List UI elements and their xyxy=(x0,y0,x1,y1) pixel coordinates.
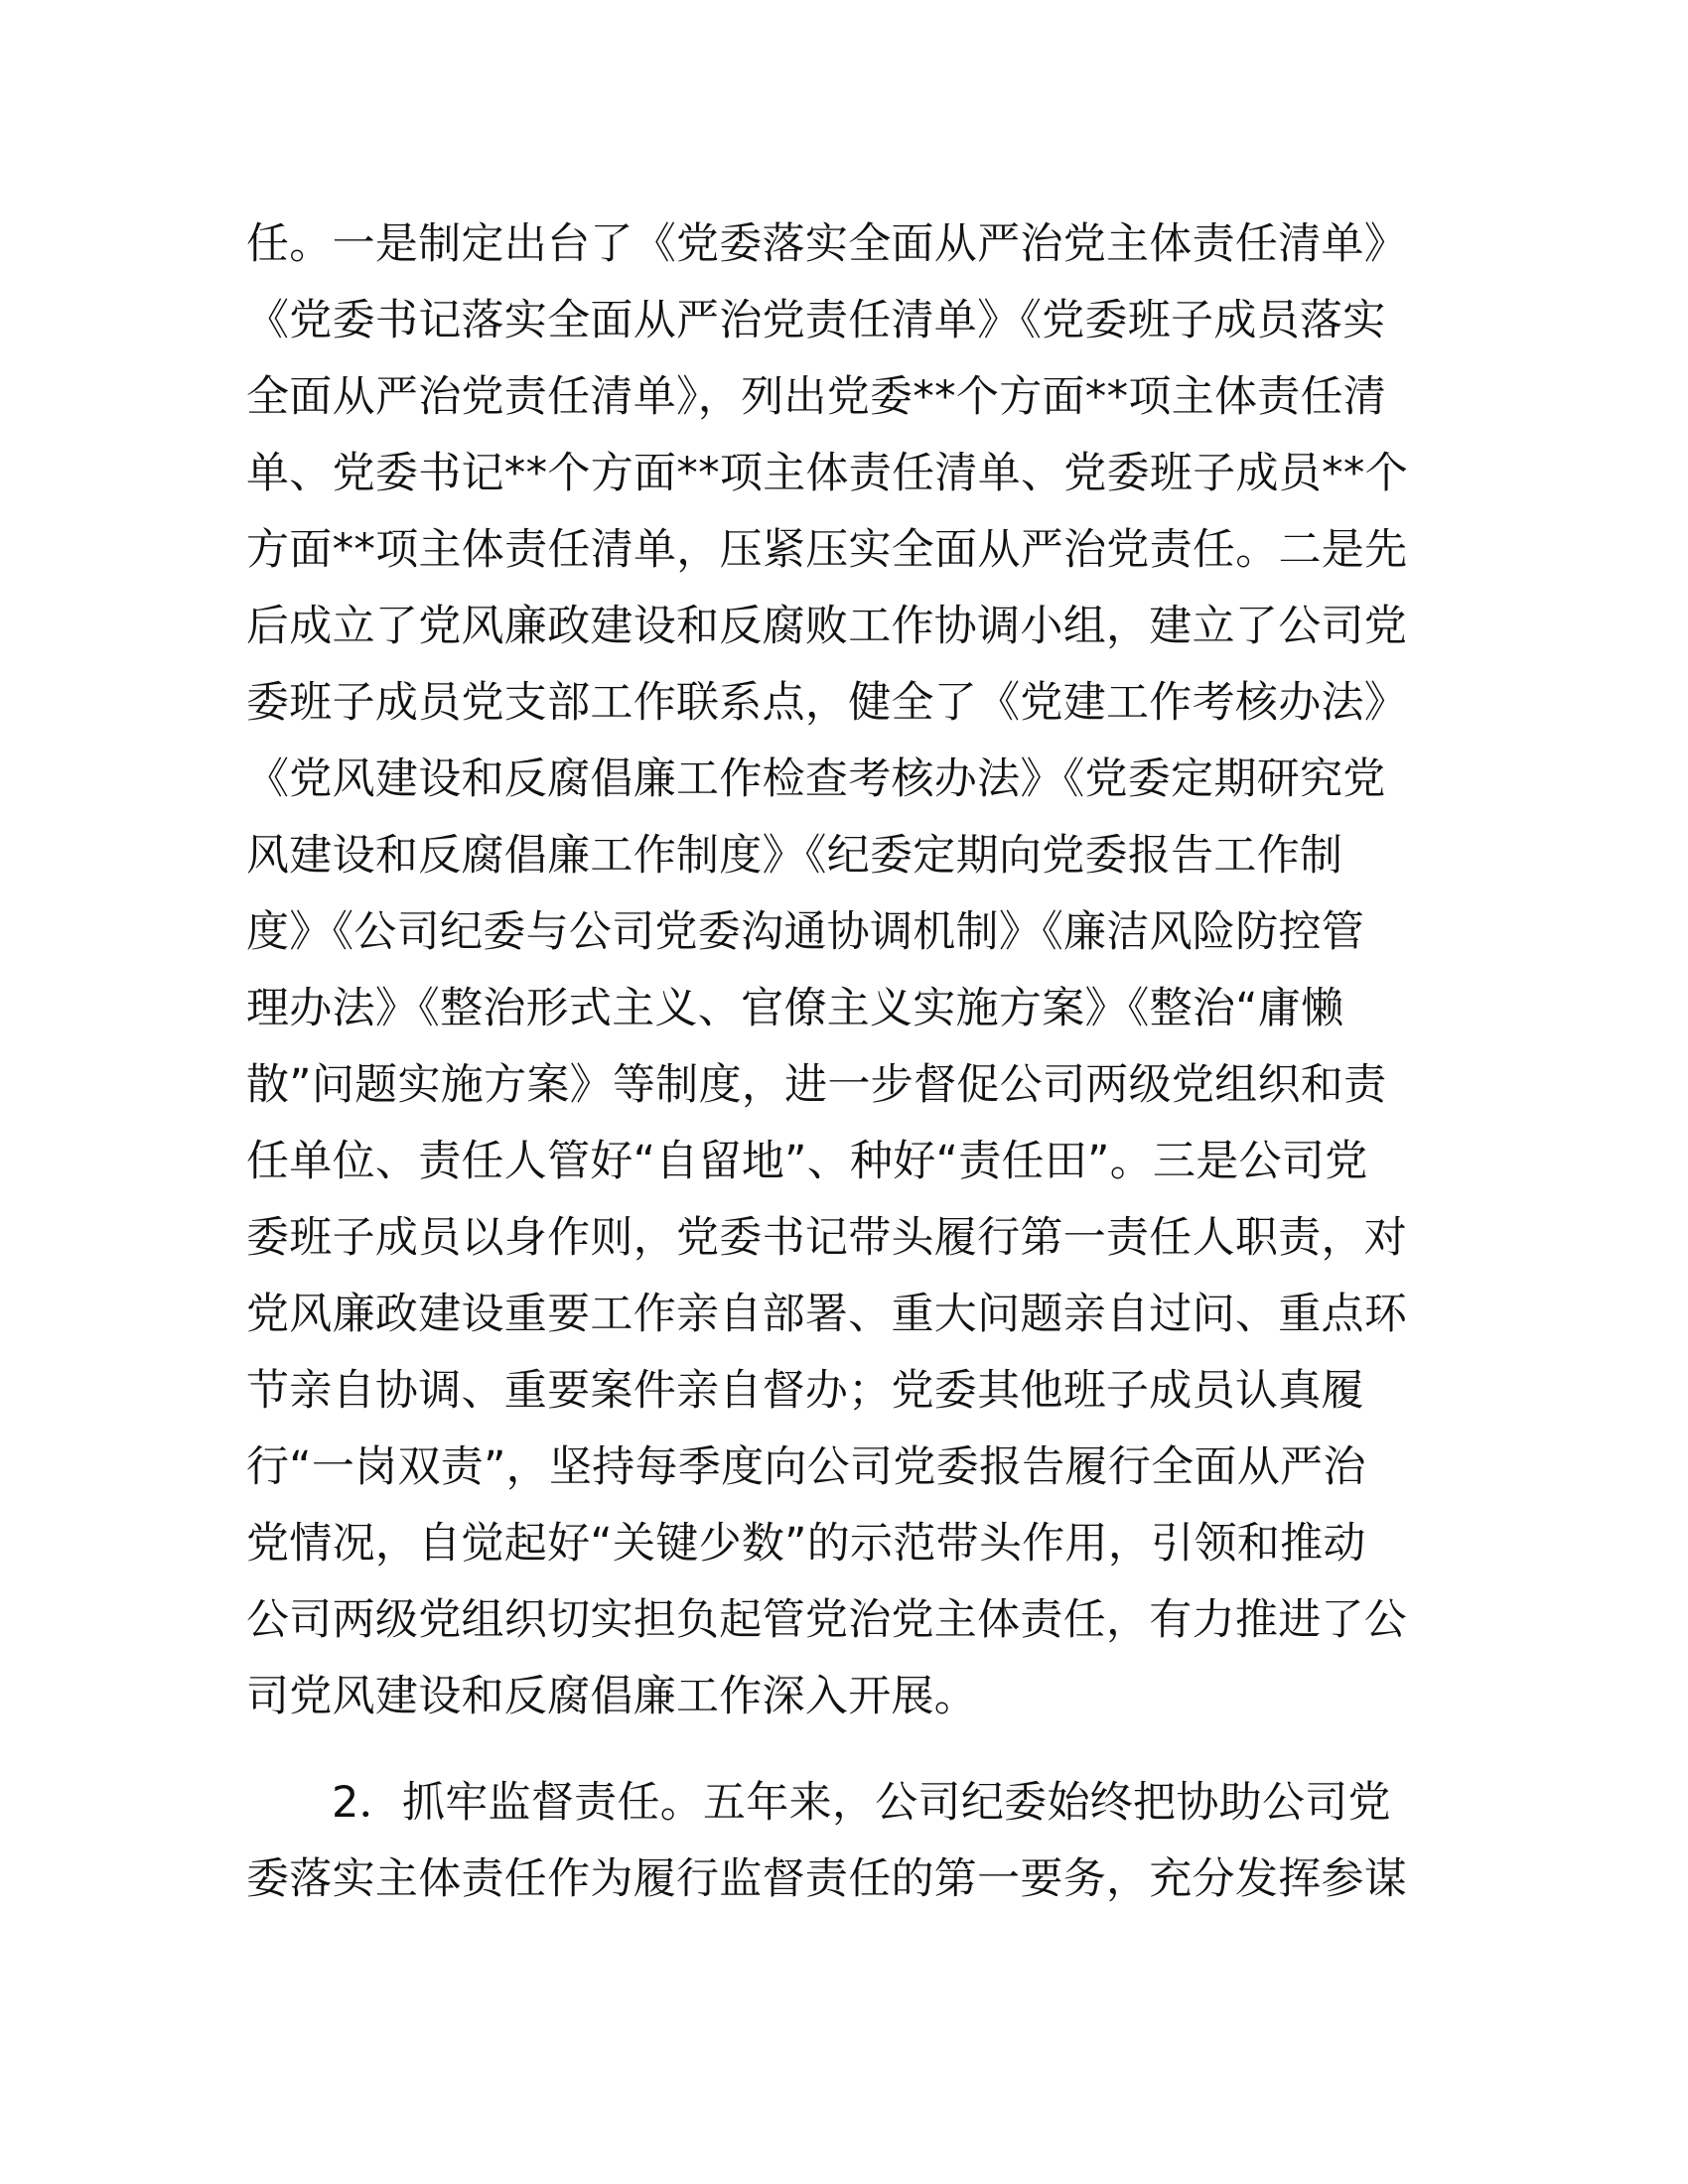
text-line: 后成立了党风廉政建设和反腐败工作协调小组，建立了公司党 xyxy=(246,602,1408,651)
text-line: 风建设和反腐倡廉工作制度》《纪委定期向党委报告工作制 xyxy=(246,831,1343,881)
text-line: 节亲自协调、重要案件亲自督办；党委其他班子成员认真履 xyxy=(246,1366,1364,1416)
body-paragraph-2 xyxy=(246,1765,1438,1918)
text-line: 全面从严治党责任清单》，列出党委**个方面**项主体责任清 xyxy=(246,372,1387,422)
text-line: 公司两级党组织切实担负起管党治党主体责任，有力推进了公 xyxy=(246,1595,1408,1645)
text-line: 委落实主体责任作为履行监督责任的第一要务，充分发挥参谋 xyxy=(246,1854,1408,1904)
text-line: 司党风建设和反腐倡廉工作深入开展。 xyxy=(246,1672,978,1721)
text-line: 党风廉政建设重要工作亲自部署、重大问题亲自过问、重点环 xyxy=(246,1290,1408,1339)
text-line: 散”问题实施方案》等制度，进一步督促公司两级党组织和责 xyxy=(246,1060,1387,1110)
text-line: 《党委书记落实全面从严治党责任清单》《党委班子成员落实 xyxy=(246,296,1386,345)
body-paragraph-1 xyxy=(246,206,1438,1735)
text-line: 委班子成员以身作则，党委书记带头履行第一责任人职责，对 xyxy=(246,1213,1408,1263)
text-line: 方面**项主体责任清单，压紧压实全面从严治党责任。二是先 xyxy=(246,525,1408,575)
text-line: 理办法》《整治形式主义、官僚主义实施方案》《整治“庸懒 xyxy=(246,984,1344,1033)
text-line: 委班子成员党支部工作联系点，健全了《党建工作考核办法》 xyxy=(246,678,1408,728)
text-line: 单、党委书记**个方面**项主体责任清单、党委班子成员**个 xyxy=(246,449,1408,498)
text-line: 任。一是制定出台了《党委落实全面从严治党主体责任清单》 xyxy=(246,219,1408,269)
text-line: 《党风建设和反腐倡廉工作检查考核办法》《党委定期研究党 xyxy=(246,754,1386,804)
text-line: 度》《公司纪委与公司党委沟通协调机制》《廉洁风险防控管 xyxy=(246,907,1365,957)
text-line-first-indented: 2．抓牢监督责任。五年来，公司纪委始终把协助公司党 xyxy=(332,1778,1391,1828)
text-line: 行“一岗双责”，坚持每季度向公司党委报告履行全面从严治 xyxy=(246,1442,1366,1492)
text-line: 任单位、责任人管好“自留地”、种好“责任田”。三是公司党 xyxy=(246,1137,1368,1186)
text-line: 党情况，自觉起好“关键少数”的示范带头作用，引领和推动 xyxy=(246,1519,1366,1569)
